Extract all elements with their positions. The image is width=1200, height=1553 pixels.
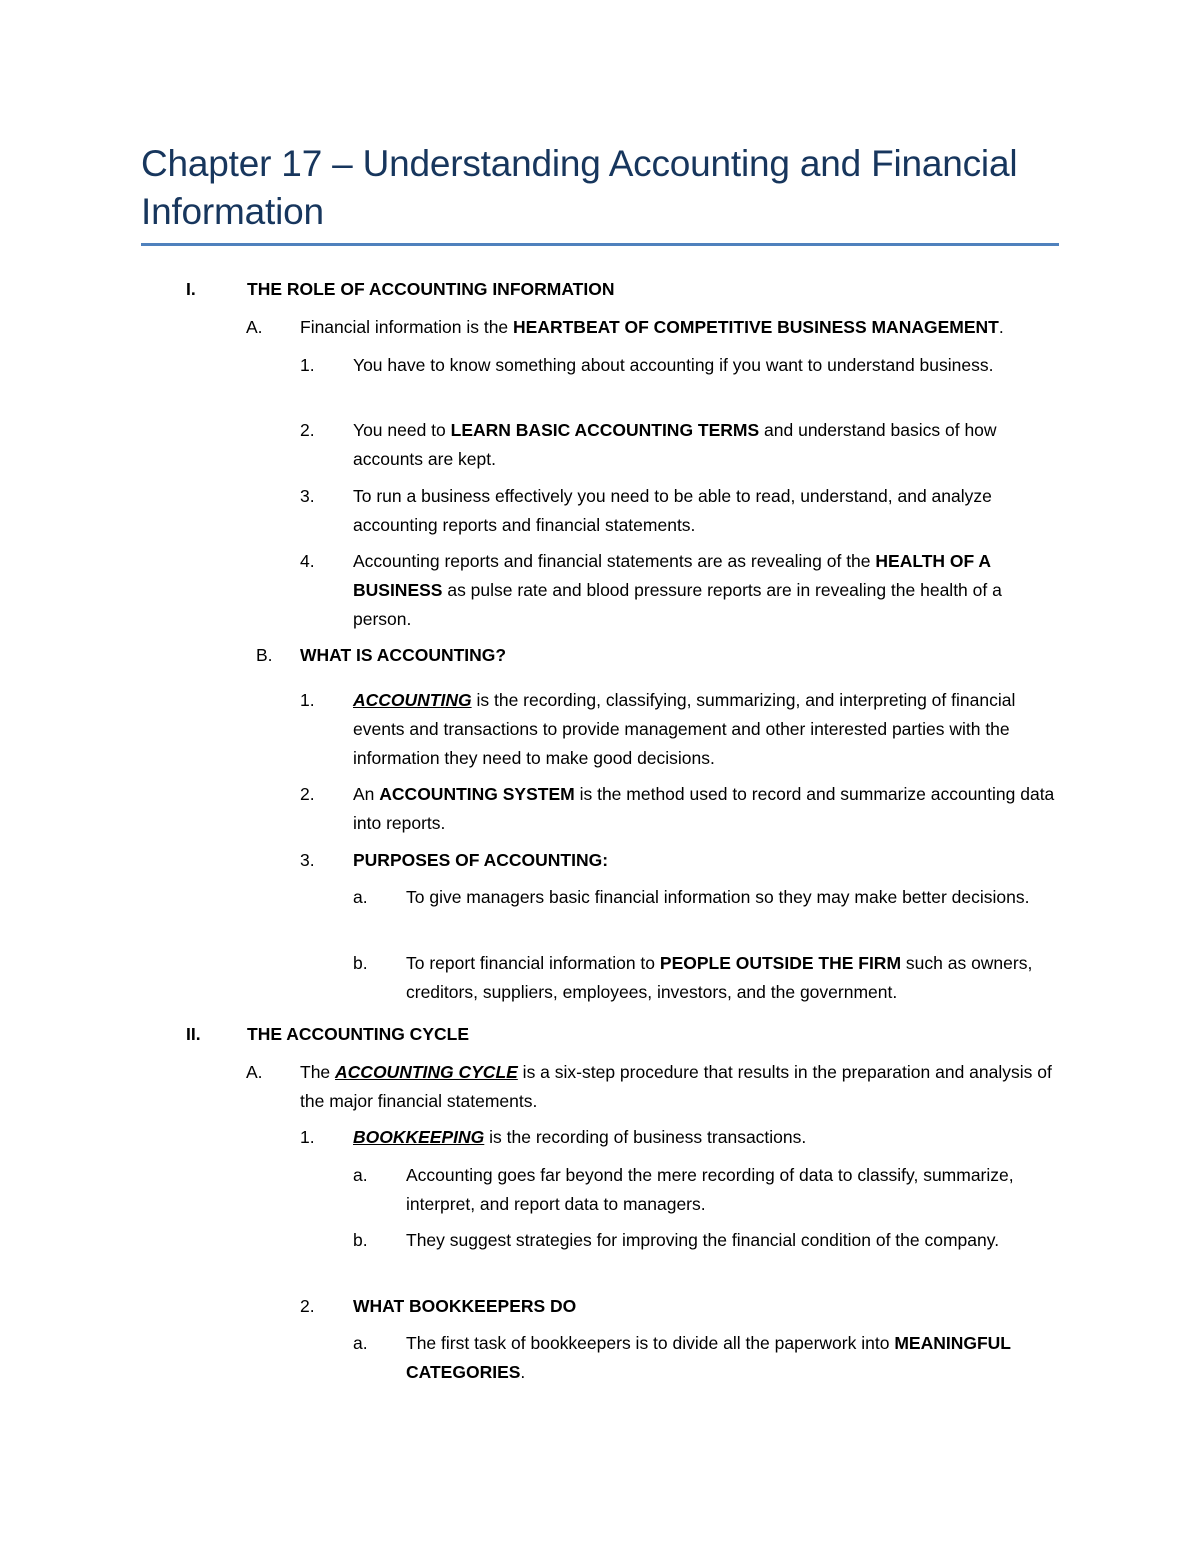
- bold-term: HEALTH OF A BUSINESS: [353, 551, 991, 600]
- text-run: .: [998, 317, 1004, 337]
- section-1-number: I.: [186, 279, 196, 299]
- outline-heading: [300, 641, 1060, 670]
- bold-term: PEOPLE OUTSIDE THE FIRM: [659, 953, 902, 973]
- outline-marker: A.: [246, 1062, 263, 1082]
- outline-text: [353, 1123, 1058, 1152]
- outline-text: You have to know something about accounting if you want to understand business.: [353, 355, 994, 375]
- outline-marker: a.: [353, 887, 368, 907]
- outline-text: [353, 547, 1058, 634]
- outline-text: [353, 416, 1058, 474]
- bold-term: ACCOUNTING SYSTEM: [379, 784, 575, 804]
- section-2-title: THE ACCOUNTING CYCLE: [247, 1024, 469, 1044]
- outline-marker: b.: [353, 1230, 368, 1250]
- bold-heading: WHAT BOOKKEEPERS DO: [353, 1296, 577, 1316]
- outline-text: [353, 780, 1058, 838]
- text-run: Financial information is the: [300, 317, 514, 337]
- bold-term: MEANINGFUL CATEGORIES: [406, 1333, 1011, 1382]
- title-underline: [141, 243, 1059, 246]
- outline-text: [406, 1329, 1056, 1387]
- outline-text: [300, 1058, 1060, 1116]
- outline-text: [353, 686, 1058, 773]
- outline-heading: [353, 846, 1058, 875]
- bold-heading: PURPOSES OF ACCOUNTING:: [353, 850, 609, 870]
- outline-text: Accounting goes far beyond the mere recording of data to classify, summarize, interpret, and report data to managers.: [406, 1165, 1014, 1214]
- defined-term: ACCOUNTING: [353, 690, 472, 710]
- section-1-title: THE ROLE OF ACCOUNTING INFORMATION: [247, 279, 615, 299]
- outline-text: To run a business effectively you need to be able to read, understand, and analyze accounting reports and financial statements.: [353, 486, 992, 535]
- outline-marker: 1.: [300, 355, 315, 375]
- bold-term: LEARN BASIC ACCOUNTING TERMS: [450, 420, 760, 440]
- text-run: such as owners, creditors, suppliers, employees, investors, and the government.: [406, 953, 1033, 1002]
- outline-marker: 2.: [300, 784, 315, 804]
- text-run: An: [353, 784, 380, 804]
- text-run: Accounting reports and financial statements are as revealing of the: [353, 551, 876, 571]
- outline-marker: 3.: [300, 850, 315, 870]
- outline-marker: 2.: [300, 1296, 315, 1316]
- outline-marker: a.: [353, 1165, 368, 1185]
- outline-text: [406, 949, 1056, 1007]
- text-run: The first task of bookkeepers is to divide all the paperwork into: [406, 1333, 895, 1353]
- text-run: is the recording of business transactions.: [484, 1127, 807, 1147]
- bold-heading: WHAT IS ACCOUNTING?: [300, 645, 507, 665]
- outline-text: They suggest strategies for improving the financial condition of the company.: [406, 1230, 1000, 1250]
- defined-term: ACCOUNTING CYCLE: [335, 1062, 518, 1082]
- text-run: .: [520, 1362, 526, 1382]
- text-run: You need to: [353, 420, 451, 440]
- text-run: is a six-step procedure that results in the preparation and analysis of the major financial statements.: [300, 1062, 1052, 1111]
- outline-marker: 1.: [300, 1127, 315, 1147]
- text-run: To report financial information to: [406, 953, 660, 973]
- defined-term: BOOKKEEPING: [353, 1127, 485, 1147]
- outline-marker: b.: [353, 953, 368, 973]
- page-title: Chapter 17 – Understanding Accounting and Financial Information: [141, 143, 1018, 232]
- outline-marker: B.: [256, 645, 273, 665]
- outline-marker: 1.: [300, 690, 315, 710]
- outline-marker: 3.: [300, 486, 315, 506]
- bold-term: HEARTBEAT OF COMPETITIVE BUSINESS MANAGEMENT: [513, 317, 999, 337]
- outline-marker: a.: [353, 1333, 368, 1353]
- outline-text: [300, 313, 1060, 342]
- text-run: The: [300, 1062, 336, 1082]
- text-run: and understand basics of how accounts are kept.: [353, 420, 997, 469]
- section-2-number: II.: [186, 1024, 201, 1044]
- outline-text: To give managers basic financial information so they may make better decisions.: [406, 887, 1030, 907]
- text-run: is the method used to record and summarize accounting data into reports.: [353, 784, 1055, 833]
- outline-marker: 4.: [300, 551, 315, 571]
- outline-heading: [353, 1292, 1058, 1321]
- text-run: is the recording, classifying, summarizing, and interpreting of financial events and transactions to provide management and other interested parties with the information they need to make good decisions.: [353, 690, 1016, 768]
- outline-marker: A.: [246, 317, 263, 337]
- text-run: as pulse rate and blood pressure reports are in revealing the health of a person.: [353, 580, 1002, 629]
- outline-marker: 2.: [300, 420, 315, 440]
